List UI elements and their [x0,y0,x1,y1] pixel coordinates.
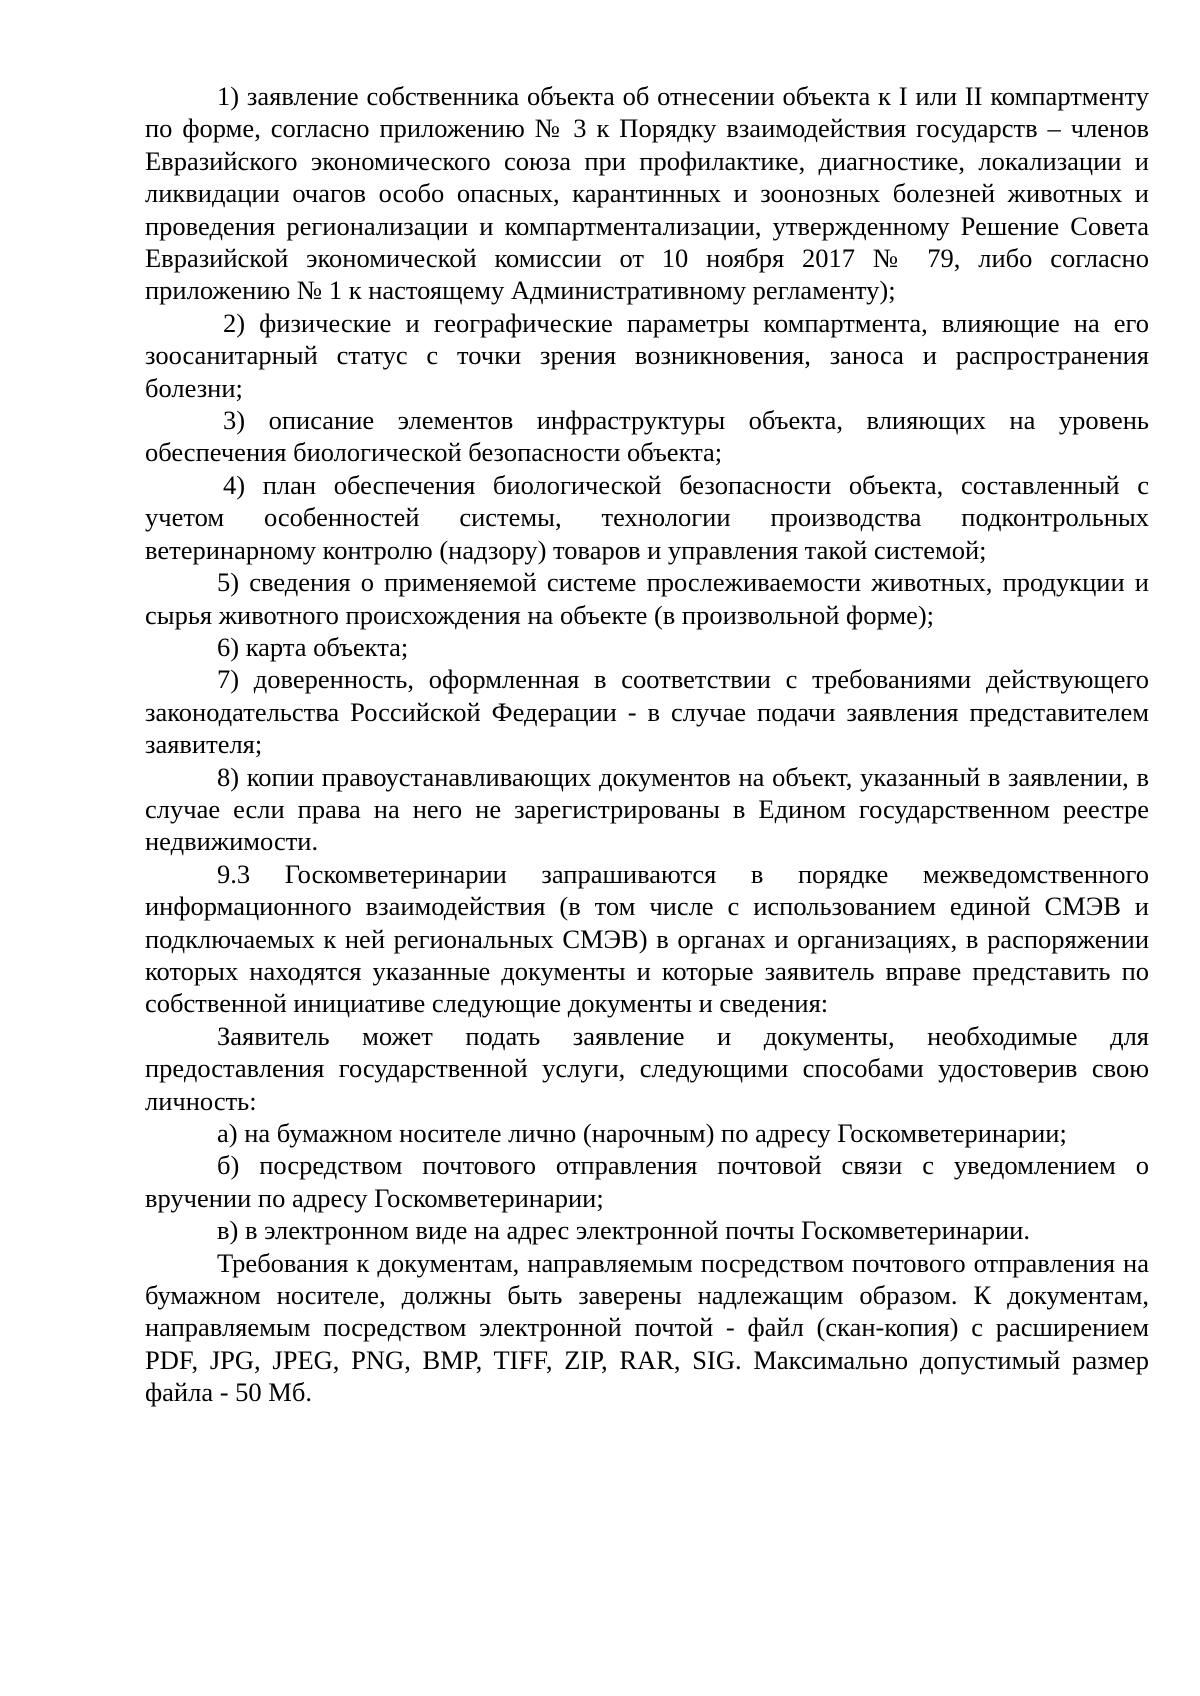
paragraph-section-9-3: 9.3 Госкомветеринарии запрашиваются в порядке межведомственного информационного взаимодействия (в том числе с использованием единой СМЭВ и подключаемых к ней региональных СМЭВ) в органах и организациях, в распоряжении которых находятся указанные документы и которые заявитель вправе представить по собственной инициативе следующие документы и сведения: [145,858,1149,1019]
paragraph-requirements: Требования к документам, направляемым посредством почтового отправления на бумажном носителе, должны быть заверены надлежащим образом. К документам, направляемым посредством электронной почтой - файл (скан-копия) с расширением PDF, JPG, JPEG, PNG, BMP, TIFF, ZIP, RAR, SIG. Максимально допустимый размер файла - 50 Мб. [145,1247,1149,1408]
paragraph-item-6: 6) карта объекта; [217,631,409,662]
document-page [145,80,1149,1409]
paragraph-item-4: 4) план обеспечения биологической безопасности объекта, составленный с учетом особенностей системы, технологии производства подконтрольных ветеринарному контролю (надзору) товаров и управления такой системой; [145,469,1149,565]
paragraph-method-c: в) в электронном виде на адрес электронной почты Госкомветеринарии. [217,1215,1030,1246]
paragraph-method-b: б) посредством почтового отправления почтовой связи с уведомлением о вручении по адресу Госкомветеринарии; [145,1150,1149,1213]
paragraph-item-3: 3) описание элементов инфраструктуры объекта, влияющих на уровень обеспечения биологической безопасности объекта; [145,405,1149,468]
paragraph-item-5: 5) сведения о применяемой системе прослеживаемости животных, продукции и сырья животного происхождения на объекте (в произвольной форме); [145,567,1149,630]
paragraph-item-7: 7) доверенность, оформленная в соответствии с требованиями действующего законодательства Российской Федерации - в случае подачи заявления представителем заявителя; [145,664,1149,760]
paragraph-item-1: 1) заявление собственника объекта об отнесении объекта к I или II компартменту по форме, согласно приложению № 3 к Порядку взаимодействия государств – членов Евразийского экономического союза при профилактике, диагностике, локализации и ликвидации очагов особо опасных, карантинных и зоонозных болезней животных и проведения регионализации и компартментализации, утвержденному Решение Совета Евразийской экономической комиссии от 10 ноября 2017 № 79, либо согласно приложению № 1 к настоящему Административному регламенту); [145,81,1149,306]
paragraph-submission-methods: Заявитель может подать заявление и документы, необходимые для предоставления государственной услуги, следующими способами удостоверив свою личность: [145,1020,1149,1116]
paragraph-item-2: 2) физические и географические параметры компартмента, влияющие на его зоосанитарный статус с точки зрения возникновения, заноса и распространения болезни; [145,307,1149,403]
paragraph-method-a: а) на бумажном носителе лично (нарочным) по адресу Госкомветеринарии; [217,1118,1067,1148]
paragraph-item-8: 8) копии правоустанавливающих документов на объект, указанный в заявлении, в случае если права на него не зарегистрированы в Едином государственном реестре недвижимости. [145,761,1149,857]
